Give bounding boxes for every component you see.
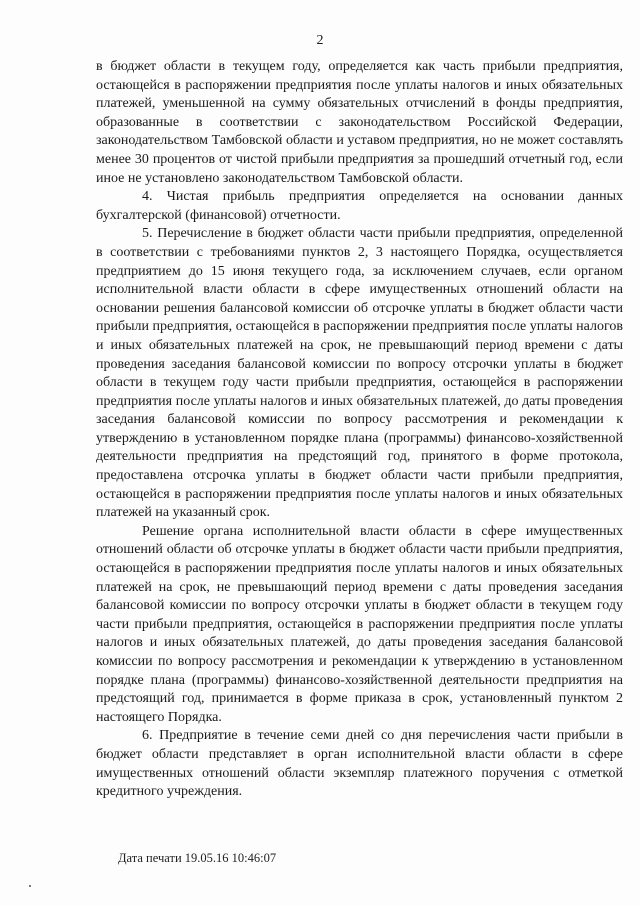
paragraph-continuation: в бюджет области в текущем году, определяется как часть прибыли предприятия, остающейся в распоряжении предприятия после уплаты налогов и иных обязательных платежей, уменьшенной на сумму обязательных отчислений в фонды предприятия, образованные в соответствии с законодательством Российской Федерации, законодательством Тамбовской области и уставом предприятия, но не может составлять менее 30 процентов от чистой прибыли предприятия за прошедший отчетный год, если иное не установлено законодательством Тамбовской области.: [96, 59, 623, 186]
paragraph-item-6: 6. Предприятие в течение семи дней со дня перечисления части прибыли в бюджет области представляет в орган исполнительной власти области в сфере имущественных отношений области экземпляр платежного поручения с отметкой кредитного учреждения.: [96, 728, 623, 800]
print-date: Дата печати 19.05.16 10:46:07: [118, 851, 277, 865]
page-number: 2: [316, 33, 324, 48]
paragraph-item-4: 4. Чистая прибыль предприятия определяется на основании данных бухгалтерской (финансовой) отчетности.: [96, 189, 623, 223]
paragraph-decision: Решение органа исполнительной власти области в сфере имущественных отношений области об отсрочке уплаты в бюджет области части прибыли предприятия, остающейся в распоряжении предприятия после уплаты налогов и иных обязательных платежей на срок, не превышающий период времени с даты проведения заседания балансовой комиссии по вопросу отсрочки уплаты в бюджет области в текущем году части прибыли предприятия, остающейся в распоряжении предприятия после уплаты налогов и иных обязательных платежей, до даты проведения заседания балансовой комиссии по вопросу рассмотрения и рекомендации к утверждению в установленном порядке плана (программы) финансово-хозяйственной деятельности предприятия на предстоящий год, принимается в форме приказа в срок, установленный пунктом 2 настоящего Порядка.: [96, 523, 623, 725]
paragraph-item-5: 5. Перечисление в бюджет области части прибыли предприятия, определенной в соответствии с требованиями пунктов 2, 3 настоящего Порядка, осуществляется предприятием до 15 июня текущего года, за исключением случаев, если органом исполнительной власти области в сфере имущественных отношений области на основании решения балансовой комиссии об отсрочке уплаты в бюджет области части прибыли предприятия, остающейся в распоряжении предприятия после уплаты налогов и иных обязательных платежей на срок, не превышающий период времени с даты проведения заседания балансовой комиссии по вопросу отсрочки уплаты в бюджет области в текущем году части прибыли предприятия, остающейся в распоряжении предприятия после уплаты налогов и иных обязательных платежей, до даты проведения заседания балансовой комиссии по вопросу рассмотрения и рекомендации к утверждению в установленном порядке плана (программы) финансово-хозяйственной деятельности предприятия на предстоящий год, принятого в форме протокола, предоставлена отсрочка уплаты в бюджет области части прибыли предприятия, остающейся в распоряжении предприятия после уплаты налогов и иных обязательных платежей на указанный срок.: [96, 226, 623, 521]
scan-speck: [29, 885, 31, 887]
document-body: [96, 58, 623, 802]
